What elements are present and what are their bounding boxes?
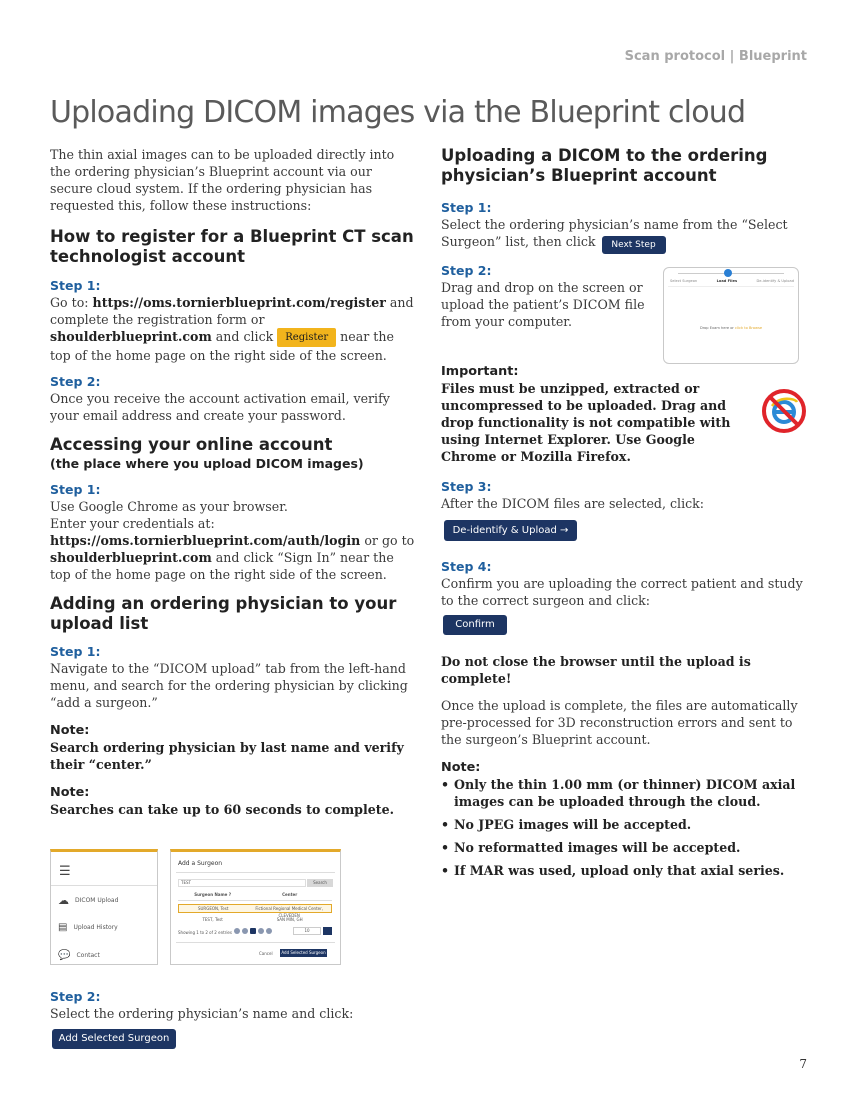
menu-item-contact[interactable]: 💬 Contact (58, 950, 100, 961)
menu-item-dicom-upload[interactable]: ☁ DICOM Upload (58, 894, 119, 907)
site-link[interactable]: shoulderblueprint.com (50, 550, 212, 565)
register-step2-text: Once you receive the account activation email, verify your email address and create your password. (50, 391, 390, 423)
cloud-upload-icon: ☁ (58, 894, 69, 907)
site-link[interactable]: shoulderblueprint.com (50, 329, 212, 344)
access-step1-line1: Use Google Chrome as your browser. (50, 499, 288, 514)
chat-icon: 💬 (58, 950, 71, 961)
mock-add-surgeon-button[interactable]: Add Selected Surgeon (281, 950, 326, 955)
surgeon-table-header: Surgeon Name ? Center (178, 892, 332, 901)
surgeon-search-input[interactable]: TEST (178, 879, 306, 887)
per-page-go-icon[interactable] (323, 927, 332, 935)
important-label: Important: (441, 364, 519, 379)
important-text: Files must be unzipped, extracted or uncompressed to be uploaded. Drag and drop functionality is not compatible with using Internet Explorer. Use Google Chrome or Mozilla Firefox. (441, 381, 731, 464)
warning-text: Do not close the browser until the upload is complete! (441, 654, 751, 686)
list-item: • No JPEG images will be accepted. (441, 816, 806, 833)
surgeon-search-button[interactable]: Search (307, 879, 333, 887)
access-heading: Accessing your online account (the place where you upload DICOM images) (50, 435, 416, 472)
register-step1-label: Step 1: (50, 278, 101, 293)
page-title: Uploading DICOM images via the Blueprint cloud (50, 95, 746, 130)
drop-zone[interactable]: Drop Exam here or click to Browse (699, 326, 763, 330)
table-row[interactable]: SURGEON, Test Fictional Regional Medical Center, CLEVEDEN (178, 904, 332, 913)
mock-cancel-button[interactable]: Cancel (259, 951, 273, 956)
after-upload-text: Once the upload is complete, the files are automatically pre-processed for 3D reconstruction errors and sent to the surgeon’s Blueprint account. (441, 698, 798, 747)
note1-label: Note: (50, 723, 90, 738)
per-page-select[interactable]: 10 (293, 927, 321, 935)
register-button[interactable]: Register (277, 328, 336, 347)
access-step1-label: Step 1: (50, 482, 101, 497)
register-url[interactable]: https://oms.tornierblueprint.com/register (92, 295, 386, 310)
adding-heading: Adding an ordering physician to your upload list (50, 594, 397, 633)
pagination[interactable] (234, 928, 272, 934)
list-icon: ▤ (58, 922, 68, 933)
adding-step2-label: Step 2: (50, 989, 101, 1004)
drop-zone-screenshot (663, 267, 799, 364)
showing-entries: Showing 1 to 2 of 2 entries (178, 930, 232, 935)
right-column (441, 146, 806, 885)
add-surgeon-screenshot (170, 849, 341, 965)
note2-label: Note: (50, 785, 90, 800)
header-tag: Scan protocol | Blueprint (624, 49, 807, 64)
register-heading: How to register for a Blueprint CT scan technologist account (50, 227, 414, 266)
access-step1-line2: Enter your credentials at: (50, 516, 215, 531)
right-note-label: Note: (441, 760, 481, 775)
left-column (50, 146, 416, 818)
upload-heading: Uploading a DICOM to the ordering physician’s Blueprint account (441, 146, 768, 185)
page-number: 7 (799, 1057, 807, 1071)
list-item: • No reformatted images will be accepted. (441, 839, 806, 856)
upload-step4-text: Confirm you are uploading the correct patient and study to the correct surgeon and click: (441, 576, 803, 608)
register-step1-text: Go to: https://oms.tornierblueprint.com/register and complete the registration form or shoulderblueprint.com and click Register near the top of the home page on the right side of the screen. (50, 295, 414, 363)
menu-item-upload-history[interactable]: ▤ Upload History (58, 922, 118, 933)
adding-step1-text: Navigate to the “DICOM upload” tab from the left-hand menu, and search for the ordering physician by clicking “add a surgeon.” (50, 661, 408, 710)
access-subheading: (the place where you upload DICOM images) (50, 456, 364, 471)
adding-step2-text: Select the ordering physician’s name and click: (50, 1006, 354, 1021)
hamburger-icon: ☰ (59, 864, 71, 879)
upload-step3-label: Step 3: (441, 479, 492, 494)
menu-screenshot (50, 849, 158, 965)
adding-step1-label: Step 1: (50, 644, 101, 659)
list-item: • Only the thin 1.00 mm (or thinner) DICOM axial images can be uploaded through the cloud. (441, 776, 806, 810)
note-bullets (441, 776, 806, 879)
next-step-button[interactable]: Next Step (602, 236, 666, 254)
adding-step2 (50, 988, 416, 1049)
upload-step4-label: Step 4: (441, 559, 492, 574)
deidentify-upload-button[interactable]: De-identify & Upload → (444, 520, 577, 541)
no-internet-explorer-icon (761, 388, 807, 434)
upload-step2-label: Step 2: (441, 263, 492, 278)
upload-step3-text: After the DICOM files are selected, click: (441, 496, 705, 511)
upload-step1-label: Step 1: (441, 200, 492, 215)
list-item: • If MAR was used, upload only that axial series. (441, 862, 806, 879)
note1-text: Search ordering physician by last name and verify their “center.” (50, 740, 404, 772)
table-row[interactable]: TEST, Test SAN MIN, GH (202, 917, 303, 922)
upload-step1-text: Select the ordering physician’s name from the “Select Surgeon” list, then click Next Step (441, 216, 806, 254)
add-surgeon-title: Add a Surgeon (178, 860, 223, 867)
intro-text: The thin axial images can to be uploaded directly into the ordering physician’s Blueprint account via our secure cloud system. If the ordering physician has requested this, follow these instructions: (50, 147, 395, 213)
register-step2-label: Step 2: (50, 374, 101, 389)
note2-text: Searches can take up to 60 seconds to complete. (50, 802, 394, 817)
access-step1-text: https://oms.tornierblueprint.com/auth/login or go to shoulderblueprint.com and click “Sign In” near the top of the home page on the right side of the screen. (50, 533, 415, 582)
browse-link[interactable]: click to Browse (735, 326, 763, 330)
login-url[interactable]: https://oms.tornierblueprint.com/auth/login (50, 533, 361, 548)
confirm-button[interactable]: Confirm (443, 615, 507, 635)
upload-step2-text: Drag and drop on the screen or upload the patient’s DICOM file from your computer. (441, 280, 645, 329)
drop-steps: Select Surgeon Load Files De-identify & Upload (670, 279, 794, 283)
current-step-dot (724, 269, 732, 277)
add-selected-surgeon-button[interactable]: Add Selected Surgeon (52, 1029, 176, 1049)
